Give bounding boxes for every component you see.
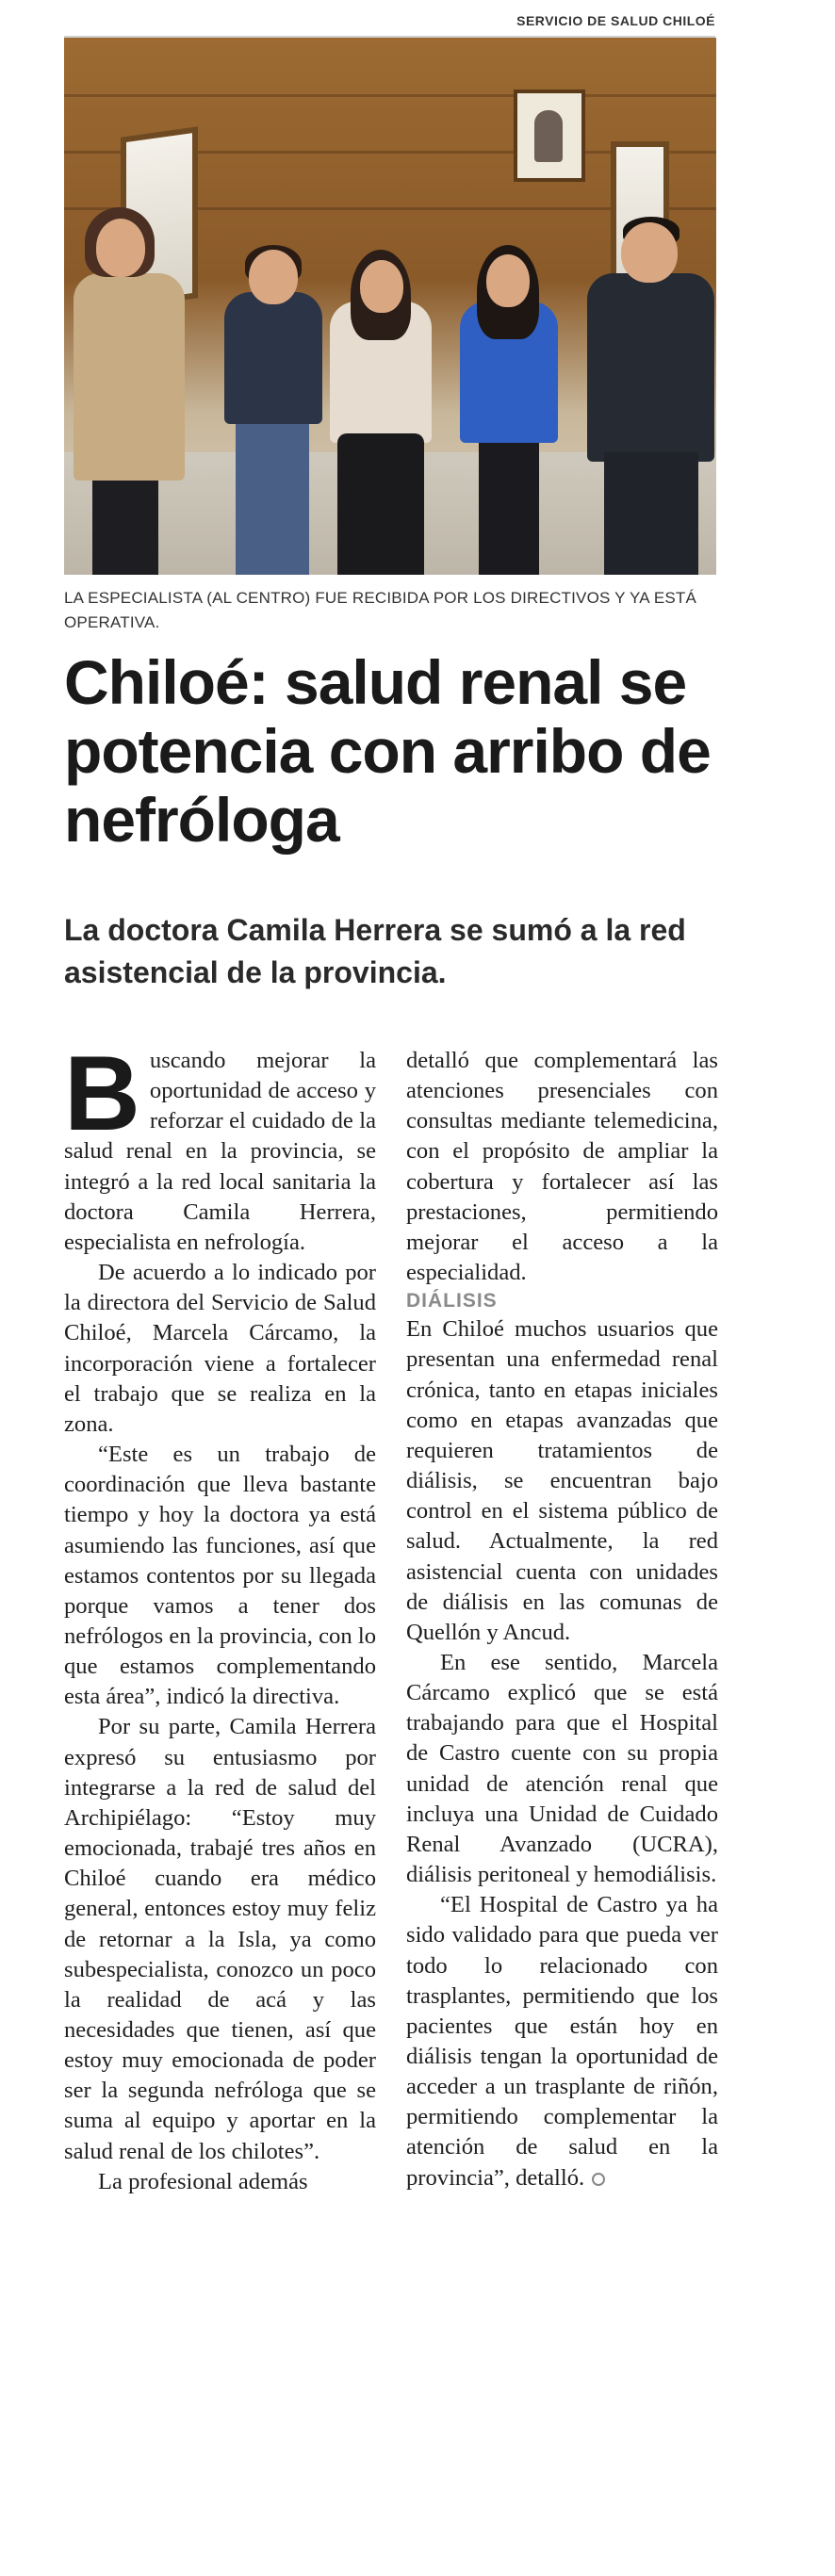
article-column-right: [406, 1046, 718, 2193]
drop-cap: B: [64, 1035, 140, 1152]
end-mark-icon: [592, 2173, 605, 2186]
paragraph-8: “El Hospital de Castro ya ha sido validado para que pueda ver todo lo relacionado con trasplantes, permitiendo que los pacientes que están hoy en diálisis tengan la oportunidad de acceder a un trasplante de riñón, permitiendo complementar la atención de salud en la provincia”, detalló.: [406, 1892, 718, 2191]
article-photo: [64, 38, 716, 575]
paragraph-2: De acuerdo a lo indicado por la directora del Servicio de Salud Chiloé, Marcela Cárcamo, la incorporación viene a fortalecer el trabajo que se realiza en la zona.: [64, 1260, 376, 1437]
paragraph-5: La profesional además: [98, 2168, 308, 2194]
framed-portrait: [514, 90, 585, 182]
subheadline: La doctora Camila Herrera se sumó a la red asistencial de la provincia.: [64, 913, 686, 989]
paragraph-6: En Chiloé muchos usuarios que presentan una enfermedad renal crónica, tanto en etapas iniciales como en etapas avanzadas que requieren tratamientos de diálisis, se encuentran bajo control en el sistema público de salud. Actualmente, la red asistencial cuenta con unidades de diálisis en las comunas de Quellón y Ancud.: [406, 1316, 718, 1645]
paragraph-3: “Este es un trabajo de coordinación que lleva bastante tiempo y hoy la doctora ya está asumiendo las funciones, así que estamos contentos por su llegada porque vamos a tener dos nefrólogos en la provincia, con lo que estamos complementando esta área”, indicó la directiva.: [64, 1442, 376, 1710]
paragraph-5-continued: detalló que complementará las atenciones presenciales con consultas mediante telemedicina, con el propósito de ampliar la cobertura y fortalecer así las prestaciones, permitiendo mejorar el acceso a la especialidad.: [406, 1048, 718, 1286]
section-title: DIÁLISIS: [406, 1290, 498, 1312]
paragraph-1: Buscando mejorar la oportunidad de acceso y reforzar el cuidado de la salud renal en la provincia, se integró a la red local sanitaria la doctora Camila Herrera, especialista en nefrología.: [64, 1035, 376, 1255]
photo-credit: SERVICIO DE SALUD CHILOÉ: [516, 13, 715, 28]
paragraph-4: Por su parte, Camila Herrera expresó su entusiasmo por integrarse a la red de salud del Archipiélago: “Estoy muy emocionada, trabajé tres años en Chiloé cuando era médico general, entonces estoy muy feliz de retornar a la Isla, ya como subespecialista, conozco un poco la realidad de acá y las necesidades que tienen, así que estoy muy emocionada de poder ser la segunda nefróloga que se suma al equipo y aportar en la salud renal de los chilotes”.: [64, 1714, 376, 2164]
article-column-left: [64, 1035, 376, 2197]
headline: Chiloé: salud renal se potencia con arribo de nefróloga: [64, 647, 711, 855]
paragraph-7: En ese sentido, Marcela Cárcamo explicó que se está trabajando para que el Hospital de Castro cuente con su propia unidad de atención renal que incluya una Unidad de Cuidado Renal Avanzado (UCRA), diálisis peritoneal y hemodiálisis.: [406, 1649, 718, 1888]
photo-caption: LA ESPECIALISTA (AL CENTRO) FUE RECIBIDA POR LOS DIRECTIVOS Y YA ESTÁ OPERATIVA.: [64, 589, 697, 631]
